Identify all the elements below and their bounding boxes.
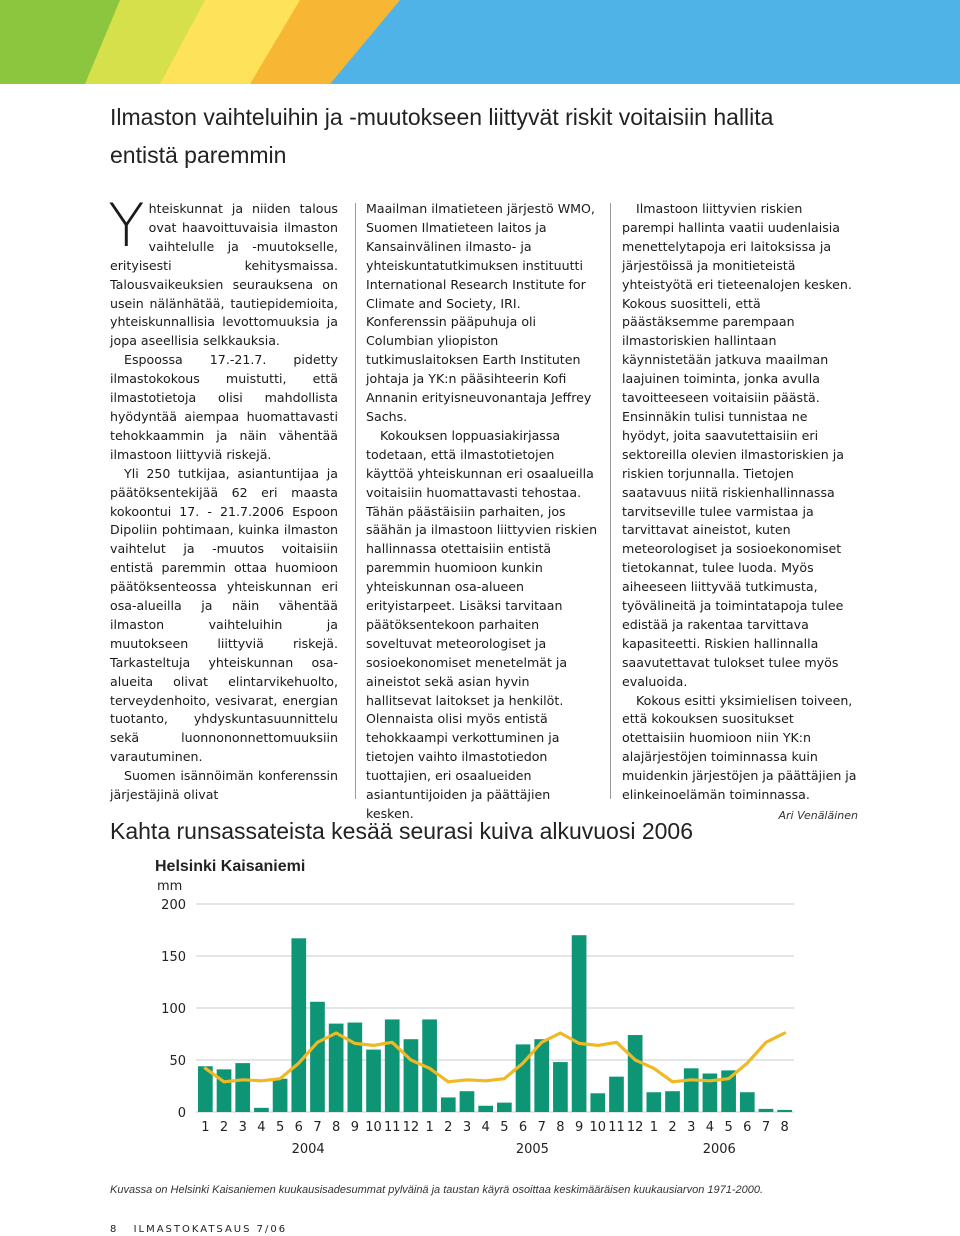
x-tick-label: 2 xyxy=(219,1120,229,1135)
page-footer xyxy=(110,1224,287,1235)
bar xyxy=(777,1110,792,1112)
bar xyxy=(572,935,587,1112)
y-tick-label: 150 xyxy=(161,950,186,965)
bar xyxy=(590,1093,605,1112)
x-tick-label: 11 xyxy=(383,1120,401,1135)
chart-subtitle: Helsinki Kaisaniemi xyxy=(155,858,306,875)
bar xyxy=(310,1002,325,1112)
paragraph: hteiskunnat ja niiden talous ovat haavoittuvaisia ilmaston vaihtelulle ja -muutokselle, erityisesti kehitysmaissa. Talousvaikeuksien seurauksena on usein nälänhätää, tautiepidemioita, yhteiskunnallisia levottomuuksia ja jopa aseellisia selkkauksia. xyxy=(110,201,338,349)
paragraph: Maailman ilmatieteen järjestö WMO, Suomen Ilmatieteen laitos ja Kansainvälinen ilmasto- ja yhteiskuntatutkimuksen instituutti International Research Institute for Climate and Society, IRI. Konferenssin pääpuhuja oli Columbian yliopiston tutkimuslaitoksen Earth Instituten johtaja ja YK:n pääsihteerin Kofi Annanin erityisneuvonantaja Jeffrey Sachs. xyxy=(366,201,595,424)
x-tick-label: 4 xyxy=(705,1120,715,1135)
bar xyxy=(647,1092,662,1112)
x-tick-label: 7 xyxy=(761,1120,771,1135)
x-tick-label: 1 xyxy=(649,1120,658,1135)
x-tick-label: 8 xyxy=(780,1120,789,1135)
x-tick-label: 7 xyxy=(313,1120,322,1135)
bar xyxy=(516,1044,531,1112)
x-tick-label: 3 xyxy=(687,1120,696,1135)
x-tick-label: 10 xyxy=(589,1120,607,1135)
x-tick-label: 3 xyxy=(462,1120,472,1135)
y-tick-label: 0 xyxy=(177,1106,186,1121)
y-tick-label: 100 xyxy=(161,1002,186,1017)
x-tick-label: 2 xyxy=(668,1120,677,1135)
x-tick-label: 11 xyxy=(608,1120,625,1135)
author-signature: Ari Venäläinen xyxy=(778,809,858,822)
y-tick-label: 50 xyxy=(169,1054,186,1069)
bar xyxy=(628,1035,643,1112)
bar xyxy=(404,1039,419,1112)
publication-name: ILMASTOKATSAUS 7/06 xyxy=(133,1224,288,1235)
bar xyxy=(740,1092,755,1112)
bar xyxy=(497,1103,512,1112)
bar xyxy=(759,1109,774,1112)
paragraph: Yli 250 tutkijaa, asiantuntijaa ja päätöksentekijää 62 eri maasta kokoontui 17. - 21.7.2006 Espoon Dipoliin pohtimaan, kuinka ilmaston vaihtelut ja -muutos voitaisiin entistä paremmin ottaa huomioon päätöksenteossa yhteiskunnan eri osa-alueilla ja näin vähentää ilmaston vaihteluihin ja muutokseen liittyviä riskejä. Tarkasteltuja yhteiskunnan osa-alueita olivat elintarvikehuolto, terveydenhoito, vesivarat, energian tuotanto, yhdyskuntasuunnittelu sekä luonnononnettomuuksiin varautuminen. xyxy=(110,465,338,765)
year-label: 2004 xyxy=(291,1142,325,1157)
drop-cap: Y xyxy=(108,191,145,261)
bar xyxy=(235,1063,250,1112)
paragraph: Espoossa 17.-21.7. pidetty ilmastokokous muistutti, että ilmastotietoja olisi mahdollista hyödyntää aiempaa huomattavasti tehokkaammin ja näin vähentää ilmastoon liittyviä riskejä. xyxy=(110,352,338,462)
x-tick-label: 6 xyxy=(743,1120,752,1135)
paragraph: Ilmastoon liittyvien riskien parempi hallinta vaatii uudenlaisia menettelytapoja eri laitoksissa ja järjestöissä ja monitieteistä yhteistyötä eri tieteenalojen kesken. Kokous suositteli, että päästäksemme parempaan ilmastoriskien hallintaan käynnistetään jatkuva maailman laajuinen toiminta, jonka avulla tavoitteeseen voitaisiin päästä. Ensinnäkin tulisi tunnistaa ne hyödyt, joita saavutettaisiin eri sektoreilla olevien ilmastoriskien ja riskien torjunnalla. Tietojen saatavuus niitä riskienhallinnassa tarvitseville tulee varmistaa ja tarvittavat aineistot, kuten meteorologiset ja sosioekonomiset tietokannat, tulee luoda. Myös aiheeseen liittyvää tutkimusta, työvälineitä ja toimintatapoja tulee edistää ja rakentaa tarvittava kapasiteetti. Riskien hallinnalla saavutettavat tulokset tulee myös evaluoida. xyxy=(622,201,852,689)
year-label: 2005 xyxy=(515,1142,549,1157)
bar xyxy=(609,1077,624,1112)
x-tick-label: 12 xyxy=(402,1120,420,1135)
x-tick-label: 5 xyxy=(275,1120,285,1135)
x-tick-label: 1 xyxy=(425,1120,434,1135)
x-tick-label: 5 xyxy=(724,1120,733,1135)
x-tick-label: 4 xyxy=(481,1120,490,1135)
bar xyxy=(366,1050,381,1112)
x-tick-label: 9 xyxy=(574,1120,584,1135)
chart-title: Kahta runsassateista kesää seurasi kuiva alkuvuosi 2006 xyxy=(110,818,694,844)
page-number: 8 xyxy=(110,1224,119,1235)
paragraph: Kokous esitti yksimielisen toiveen, että kokouksen suositukset otettaisiin huomioon niin YK:n alajärjestöjen toiminnassa kuin muidenkin järjestöjen ja päättäjien ja elinkeinoelämän toiminnassa. xyxy=(622,692,857,803)
bar xyxy=(254,1108,269,1112)
headline: Ilmaston vaihteluihin ja -muutokseen liittyvät riskit voitaisiin hallita entistä paremmin xyxy=(110,104,774,168)
x-tick-label: 1 xyxy=(201,1120,210,1135)
paragraph: Kokouksen loppuasiakirjassa todetaan, että ilmastotietojen käyttöä yhteiskunnan eri osaalueilla voitaisiin huomattavasti tehostaa. Tähän päästäisiin parhaiten, jos säähän ja ilmastoon liittyvien riskien hallinnassa otettaisiin entistä paremmin huomioon kunkin yhteiskunnan osa-alueen erityistarpeet. Lisäksi tarvitaan päätöksentekoon parhaiten soveltuvat meteorologiset ja sosioekonomiset menetelmät ja aineistot sekä asian hyvin hallitsevat laitokset ja henkilöt. Olennaista olisi myös entistä tehokkaampi verkottuminen ja tietojen vaihto ilmastotiedon tuottajien, eri osaalueiden asiantuntijoiden ja päättäjien kesken. xyxy=(366,427,598,821)
y-axis-unit: mm xyxy=(157,879,183,894)
bar xyxy=(460,1091,475,1112)
x-tick-label: 6 xyxy=(294,1120,303,1135)
bar xyxy=(441,1097,456,1112)
x-tick-label: 5 xyxy=(500,1120,509,1135)
x-tick-label: 9 xyxy=(350,1120,359,1135)
bar xyxy=(385,1019,400,1112)
bar xyxy=(291,938,306,1112)
bar xyxy=(348,1023,363,1112)
bar xyxy=(553,1062,568,1112)
x-tick-label: 3 xyxy=(238,1120,247,1135)
year-label: 2006 xyxy=(702,1142,736,1157)
x-tick-label: 2 xyxy=(444,1120,453,1135)
chart-caption: Kuvassa on Helsinki Kaisaniemen kuukausisadesummat pylväinä ja taustan käyrä osoittaa keskimääräisen kuukausiarvon 1971-2000. xyxy=(110,1184,764,1196)
x-tick-label: 12 xyxy=(626,1120,644,1135)
paragraph: Suomen isännöimän konferenssin järjestäjinä olivat xyxy=(110,768,338,803)
bar xyxy=(273,1079,288,1112)
x-tick-label: 8 xyxy=(556,1120,565,1135)
bar xyxy=(665,1091,680,1112)
bar xyxy=(217,1069,232,1112)
x-tick-label: 7 xyxy=(537,1120,546,1135)
y-tick-label: 200 xyxy=(161,898,186,913)
x-tick-label: 8 xyxy=(332,1120,341,1135)
bar xyxy=(684,1068,699,1112)
x-tick-label: 10 xyxy=(365,1120,382,1135)
x-tick-label: 4 xyxy=(257,1120,266,1135)
bar xyxy=(478,1106,493,1112)
x-tick-label: 6 xyxy=(518,1120,528,1135)
